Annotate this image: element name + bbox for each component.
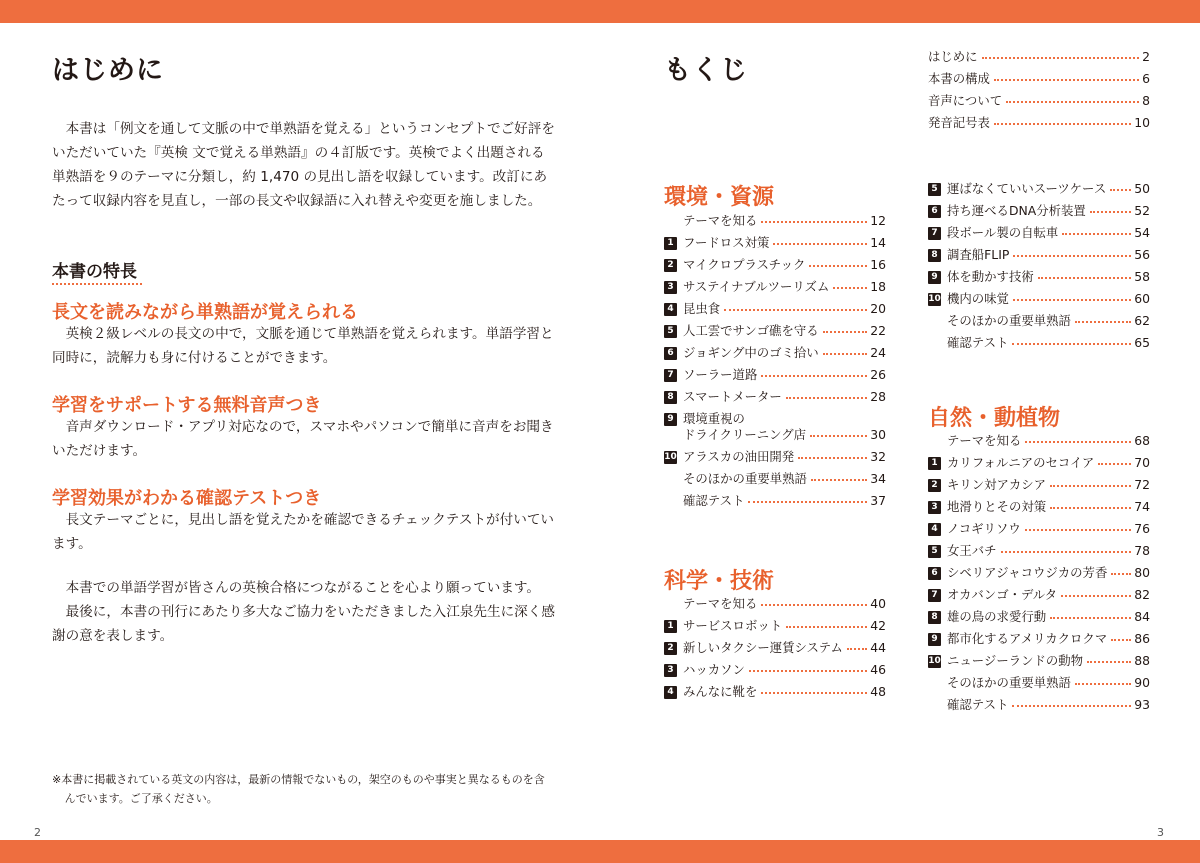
toc-page-number: 68: [1134, 433, 1150, 448]
dot-leader: [1111, 565, 1131, 575]
dot-leader: [773, 235, 867, 245]
toc-front-matter: [928, 49, 1150, 137]
toc-page-number: 10: [1134, 115, 1150, 130]
toc-page-number: 78: [1134, 543, 1150, 558]
chapter-number-badge: 9: [664, 413, 677, 426]
toc-section-science-continued: [928, 181, 1150, 357]
toc-page-number: 22: [870, 323, 886, 338]
toc-entry[interactable]: [928, 455, 1150, 477]
chapter-number-badge: 7: [928, 589, 941, 602]
toc-entry-title: 新しいタクシー運賃システム: [683, 640, 843, 655]
dot-leader: [1013, 291, 1131, 301]
toc-entry-title: 機内の味覚: [947, 291, 1009, 306]
chapter-number-badge: 9: [928, 633, 941, 646]
toc-entry-title: サステイナブルツーリズム: [683, 279, 830, 294]
dot-leader: [847, 640, 867, 650]
toc-entry[interactable]: [928, 587, 1150, 609]
chapter-number-spacer: [664, 215, 677, 228]
toc-entry[interactable]: [664, 235, 886, 257]
intro-text: [52, 117, 557, 213]
toc-entry[interactable]: [928, 115, 1150, 137]
toc-entry-title: サービスロボット: [683, 618, 783, 633]
toc-page-number: 6: [1142, 71, 1150, 86]
toc-entry-title: カリフォルニアのセコイア: [947, 455, 1095, 470]
toc-entry-title: キリン対アカシア: [947, 477, 1047, 492]
toc-entry[interactable]: [664, 493, 886, 515]
toc-entry-title: 女王バチ: [947, 543, 997, 558]
dot-leader: [748, 493, 867, 503]
toc-page-number: 90: [1134, 675, 1150, 690]
toc-entry[interactable]: [664, 471, 886, 493]
dot-leader: [809, 257, 867, 267]
toc-page-number: 56: [1134, 247, 1150, 262]
chapter-number-spacer: [664, 495, 677, 508]
toc-entry-title: そのほかの重要単熟語: [947, 313, 1071, 328]
chapter-number-badge: 1: [664, 237, 677, 250]
chapter-number-badge: 2: [664, 642, 677, 655]
toc-entry-title: みんなに靴を: [683, 684, 758, 699]
toc-entry[interactable]: [664, 323, 886, 345]
toc-entry-title: ニュージーランドの動物: [947, 653, 1084, 668]
toc-entry-title: 段ボール製の自転車: [947, 225, 1059, 240]
toc-entry[interactable]: [664, 345, 886, 367]
chapter-number-badge: 6: [664, 347, 677, 360]
toc-entry-title: 確認テスト: [947, 335, 1009, 350]
feature-body-1: [52, 322, 557, 370]
dot-leader: [749, 662, 867, 672]
chapter-number-spacer: [664, 598, 677, 611]
toc-entry[interactable]: [928, 477, 1150, 499]
closing-text: [52, 576, 562, 648]
toc-page-number: 84: [1134, 609, 1150, 624]
toc-entry-title: 人工雲でサンゴ礁を守る: [683, 323, 819, 338]
toc-page-number: 48: [870, 684, 886, 699]
toc-entry[interactable]: [928, 521, 1150, 543]
page-number-left: 2: [34, 826, 41, 839]
feature-body-text: 英検２級レベルの長文の中で，文脈を通じて単熟語を覚えられます。単語学習と同時に，読解力も身に付けることができます。: [52, 326, 554, 366]
toc-page-number: 82: [1134, 587, 1150, 602]
toc-entry-title: テーマを知る: [683, 596, 758, 611]
toc-page-number: 32: [870, 449, 886, 464]
dot-leader: [982, 49, 1140, 59]
chapter-number-badge: 9: [928, 271, 941, 284]
toc-entry-title: ハッカソン: [683, 662, 745, 677]
chapter-number-spacer: [928, 435, 941, 448]
features-heading-underline: [52, 283, 142, 285]
dot-leader: [1098, 455, 1131, 465]
dot-leader: [1001, 543, 1132, 553]
toc-entry-title: 調査船FLIP: [947, 247, 1010, 262]
toc-page-number: 42: [870, 618, 886, 633]
toc-entry-title: 都市化するアメリカクロクマ: [947, 631, 1108, 646]
toc-entry-title: 昆虫食: [683, 301, 721, 316]
chapter-number-spacer: [928, 677, 941, 690]
toc-entry[interactable]: [664, 257, 886, 279]
toc-page-number: 26: [870, 367, 886, 382]
dot-leader: [1075, 313, 1131, 323]
page-number-right: 3: [1157, 826, 1164, 839]
chapter-number-badge: 10: [928, 656, 941, 666]
toc-entry-title: 運ばなくていいスーツケース: [947, 181, 1107, 196]
chapter-number-spacer: [928, 315, 941, 328]
toc-entry-title: ノコギリソウ: [947, 521, 1021, 536]
toc-entry[interactable]: [664, 596, 886, 618]
chapter-number-badge: 4: [664, 303, 677, 316]
toc-entry[interactable]: [664, 213, 886, 235]
chapter-number-badge: 1: [928, 457, 941, 470]
toc-page-number: 16: [870, 257, 886, 272]
toc-entry[interactable]: [928, 631, 1150, 653]
toc-entry-title: シベリアジャコウジカの芳香: [947, 565, 1108, 580]
toc-page-number: 20: [870, 301, 886, 316]
dot-leader: [761, 367, 867, 377]
toc-entry[interactable]: [664, 279, 886, 301]
toc-entry[interactable]: [664, 449, 886, 471]
toc-page-number: 52: [1134, 203, 1150, 218]
toc-page-number: 28: [870, 389, 886, 404]
toc-entry[interactable]: [928, 313, 1150, 335]
chapter-number-badge: 3: [928, 501, 941, 514]
section-title-nature: 自然・動植物: [928, 406, 1061, 431]
dot-leader: [1111, 631, 1131, 641]
chapter-number-badge: 10: [928, 294, 941, 304]
chapter-number-badge: 2: [664, 259, 677, 272]
toc-entry[interactable]: [928, 225, 1150, 247]
chapter-number-badge: 8: [664, 391, 677, 404]
feature-title-1: 長文を読みながら単熟語が覚えられる: [52, 302, 358, 323]
toc-page-number: 44: [870, 640, 886, 655]
page-title-hajimeni: はじめに: [52, 55, 164, 86]
toc-page-number: 62: [1134, 313, 1150, 328]
dot-leader: [1013, 247, 1131, 257]
toc-entry-title: そのほかの重要単熟語: [683, 471, 807, 486]
features-heading: 本書の特長: [52, 262, 137, 282]
toc-entry[interactable]: [928, 675, 1150, 697]
toc-entry[interactable]: [664, 662, 886, 684]
toc-entry-title: アラスカの油田開発: [683, 449, 795, 464]
dot-leader: [1050, 609, 1131, 619]
dot-leader: [1012, 335, 1131, 345]
feature-body-3: [52, 508, 557, 556]
toc-title: もくじ: [664, 55, 748, 86]
chapter-number-spacer: [928, 337, 941, 350]
toc-entry-title: 発音記号表: [928, 115, 990, 130]
feature-title-2: 学習をサポートする無料音声つき: [52, 395, 322, 416]
toc-entry-title: 雄の鳥の求愛行動: [947, 609, 1047, 624]
toc-entry[interactable]: [928, 269, 1150, 291]
toc-entry[interactable]: [928, 565, 1150, 587]
toc-entry-title: 持ち運べるDNA分析装置: [947, 203, 1086, 218]
toc-entry[interactable]: [928, 291, 1150, 313]
toc-entry[interactable]: [664, 367, 886, 389]
dot-leader: [810, 427, 867, 437]
toc-section-environment: [664, 213, 886, 515]
toc-page-number: 65: [1134, 335, 1150, 350]
top-color-band: [0, 0, 1200, 23]
toc-entry-title: そのほかの重要単熟語: [947, 675, 1071, 690]
toc-entry-title: 地滑りとその対策: [947, 499, 1047, 514]
dot-leader: [811, 471, 867, 481]
feature-title-3: 学習効果がわかる確認テストつき: [52, 488, 322, 509]
footnote: [52, 770, 552, 808]
chapter-number-badge: 6: [928, 567, 941, 580]
toc-entry-title: マイクロプラスチック: [683, 257, 806, 272]
toc-page-number: 40: [870, 596, 886, 611]
toc-entry-title: テーマを知る: [947, 433, 1022, 448]
toc-section-science: [664, 596, 886, 706]
toc-entry[interactable]: [928, 49, 1150, 71]
chapter-number-spacer: [928, 699, 941, 712]
toc-entry-title: テーマを知る: [683, 213, 758, 228]
toc-entry-title: 体を動かす技術: [947, 269, 1034, 284]
toc-page-number: 14: [870, 235, 886, 250]
toc-page-number: 70: [1134, 455, 1150, 470]
chapter-number-badge: 4: [664, 686, 677, 699]
chapter-number-badge: 7: [664, 369, 677, 382]
feature-body-text: 音声ダウンロード・アプリ対応なので，スマホやパソコンで簡単に音声をお聞きいただけます。: [52, 419, 554, 459]
toc-page-number: 18: [870, 279, 886, 294]
chapter-number-badge: 5: [928, 183, 941, 196]
dot-leader: [1075, 675, 1131, 685]
dot-leader: [1090, 203, 1131, 213]
toc-page-number: 46: [870, 662, 886, 677]
chapter-number-spacer: [664, 473, 677, 486]
toc-entry-title-line1: 環境重視の: [683, 411, 745, 426]
feature-body-text: 長文テーマごとに，見出し語を覚えたかを確認できるチェックテストが付いています。: [52, 512, 555, 552]
toc-entry-title: フードロス対策: [683, 235, 770, 250]
toc-page-number: 72: [1134, 477, 1150, 492]
section-title-science: 科学・技術: [664, 569, 775, 594]
dot-leader: [1050, 499, 1131, 509]
dot-leader: [994, 71, 1139, 81]
toc-entry-title: 確認テスト: [683, 493, 745, 508]
toc-page-number: 58: [1134, 269, 1150, 284]
toc-page-number: 30: [870, 427, 886, 442]
dot-leader: [823, 323, 868, 333]
toc-page-number: 2: [1142, 49, 1150, 64]
toc-entry[interactable]: [928, 433, 1150, 455]
toc-page-number: 8: [1142, 93, 1150, 108]
toc-entry[interactable]: [928, 93, 1150, 115]
toc-entry[interactable]: [928, 543, 1150, 565]
footnote-text: ※本書に掲載されている英文の内容は，最新の情報でないもの，架空のものや事実と異なるものを含んでいます。ご了承ください。: [52, 773, 545, 805]
chapter-number-badge: 3: [664, 664, 677, 677]
dot-leader: [1012, 697, 1131, 707]
toc-page-number: 76: [1134, 521, 1150, 536]
toc-page-number: 24: [870, 345, 886, 360]
dot-leader: [786, 389, 867, 399]
toc-section-nature: [928, 433, 1150, 719]
toc-entry[interactable]: [928, 499, 1150, 521]
dot-leader: [823, 345, 868, 355]
dot-leader: [1062, 225, 1131, 235]
toc-entry-title: 本書の構成: [928, 71, 990, 86]
chapter-number-badge: 8: [928, 611, 941, 624]
toc-page-number: 37: [870, 493, 886, 508]
dot-leader: [786, 618, 867, 628]
toc-entry[interactable]: [928, 653, 1150, 675]
section-title-environment: 環境・資源: [664, 185, 775, 210]
chapter-number-badge: 6: [928, 205, 941, 218]
feature-body-2: [52, 415, 557, 463]
toc-entry[interactable]: [664, 301, 886, 323]
toc-entry[interactable]: [928, 247, 1150, 269]
toc-page-number: 34: [870, 471, 886, 486]
toc-page-number: 50: [1134, 181, 1150, 196]
toc-entry-title: ソーラー道路: [683, 367, 758, 382]
toc-entry-title: ジョギング中のゴミ拾い: [683, 345, 819, 360]
dot-leader: [724, 301, 867, 311]
toc-page-number: 74: [1134, 499, 1150, 514]
chapter-number-badge: 2: [928, 479, 941, 492]
dot-leader: [1006, 93, 1139, 103]
closing-paragraph-1: 本書での単語学習が皆さんの英検合格につながることを心より願っています。: [65, 580, 541, 596]
dot-leader: [1061, 587, 1131, 597]
chapter-number-badge: 10: [664, 452, 677, 462]
toc-entry-title: 音声について: [928, 93, 1003, 108]
toc-entry-title-line2: ドライクリーニング店: [683, 427, 807, 442]
toc-page-number: 86: [1134, 631, 1150, 646]
dot-leader: [833, 279, 867, 289]
toc-entry-title: スマートメーター: [683, 389, 782, 404]
dot-leader: [798, 449, 867, 459]
toc-entry[interactable]: [664, 618, 886, 640]
toc-entry-title: [683, 411, 806, 443]
toc-page-number: 12: [870, 213, 886, 228]
chapter-number-badge: 4: [928, 523, 941, 536]
dot-leader: [1025, 433, 1131, 443]
toc-entry[interactable]: [928, 203, 1150, 225]
toc-entry[interactable]: [928, 181, 1150, 203]
toc-entry[interactable]: [928, 609, 1150, 631]
toc-page-number: 80: [1134, 565, 1150, 580]
toc-page-number: 88: [1134, 653, 1150, 668]
toc-entry[interactable]: [928, 697, 1150, 719]
toc-entry-title: オカバンゴ・デルタ: [947, 587, 1058, 602]
chapter-number-badge: 5: [928, 545, 941, 558]
dot-leader: [994, 115, 1131, 125]
toc-page-number: 93: [1134, 697, 1150, 712]
toc-entry[interactable]: [664, 389, 886, 411]
toc-entry-title: はじめに: [928, 49, 978, 64]
dot-leader: [1050, 477, 1131, 487]
dot-leader: [1087, 653, 1131, 663]
chapter-number-badge: 8: [928, 249, 941, 262]
toc-entry[interactable]: [664, 684, 886, 706]
toc-entry[interactable]: [928, 335, 1150, 357]
dot-leader: [1110, 181, 1131, 191]
toc-entry[interactable]: [928, 71, 1150, 93]
chapter-number-badge: 3: [664, 281, 677, 294]
toc-page-number: 54: [1134, 225, 1150, 240]
dot-leader: [761, 684, 867, 694]
toc-entry[interactable]: [664, 640, 886, 662]
toc-page-number: 60: [1134, 291, 1150, 306]
chapter-number-badge: 1: [664, 620, 677, 633]
chapter-number-badge: 5: [664, 325, 677, 338]
toc-entry[interactable]: [664, 411, 886, 449]
dot-leader: [761, 596, 867, 606]
intro-paragraph: 本書は「例文を通して文脈の中で単熟語を覚える」というコンセプトでご好評をいただいていた『英検 文で覚える単熟語』の４訂版です。英検でよく出題される単熟語を９のテーマに分類し，約 1,470 の見出し語を収録しています。改訂にあたって収録内容を見直し，一部の長文や収録語に入れ替えや変更を施しました。: [52, 121, 555, 209]
dot-leader: [1038, 269, 1131, 279]
closing-paragraph-2: 最後に，本書の刊行にあたり多大なご協力をいただきました入江泉先生に深く感謝の意を表します。: [52, 604, 555, 644]
bottom-color-band: [0, 840, 1200, 863]
chapter-number-badge: 7: [928, 227, 941, 240]
toc-entry-title: 確認テスト: [947, 697, 1009, 712]
dot-leader: [1025, 521, 1131, 531]
dot-leader: [761, 213, 867, 223]
